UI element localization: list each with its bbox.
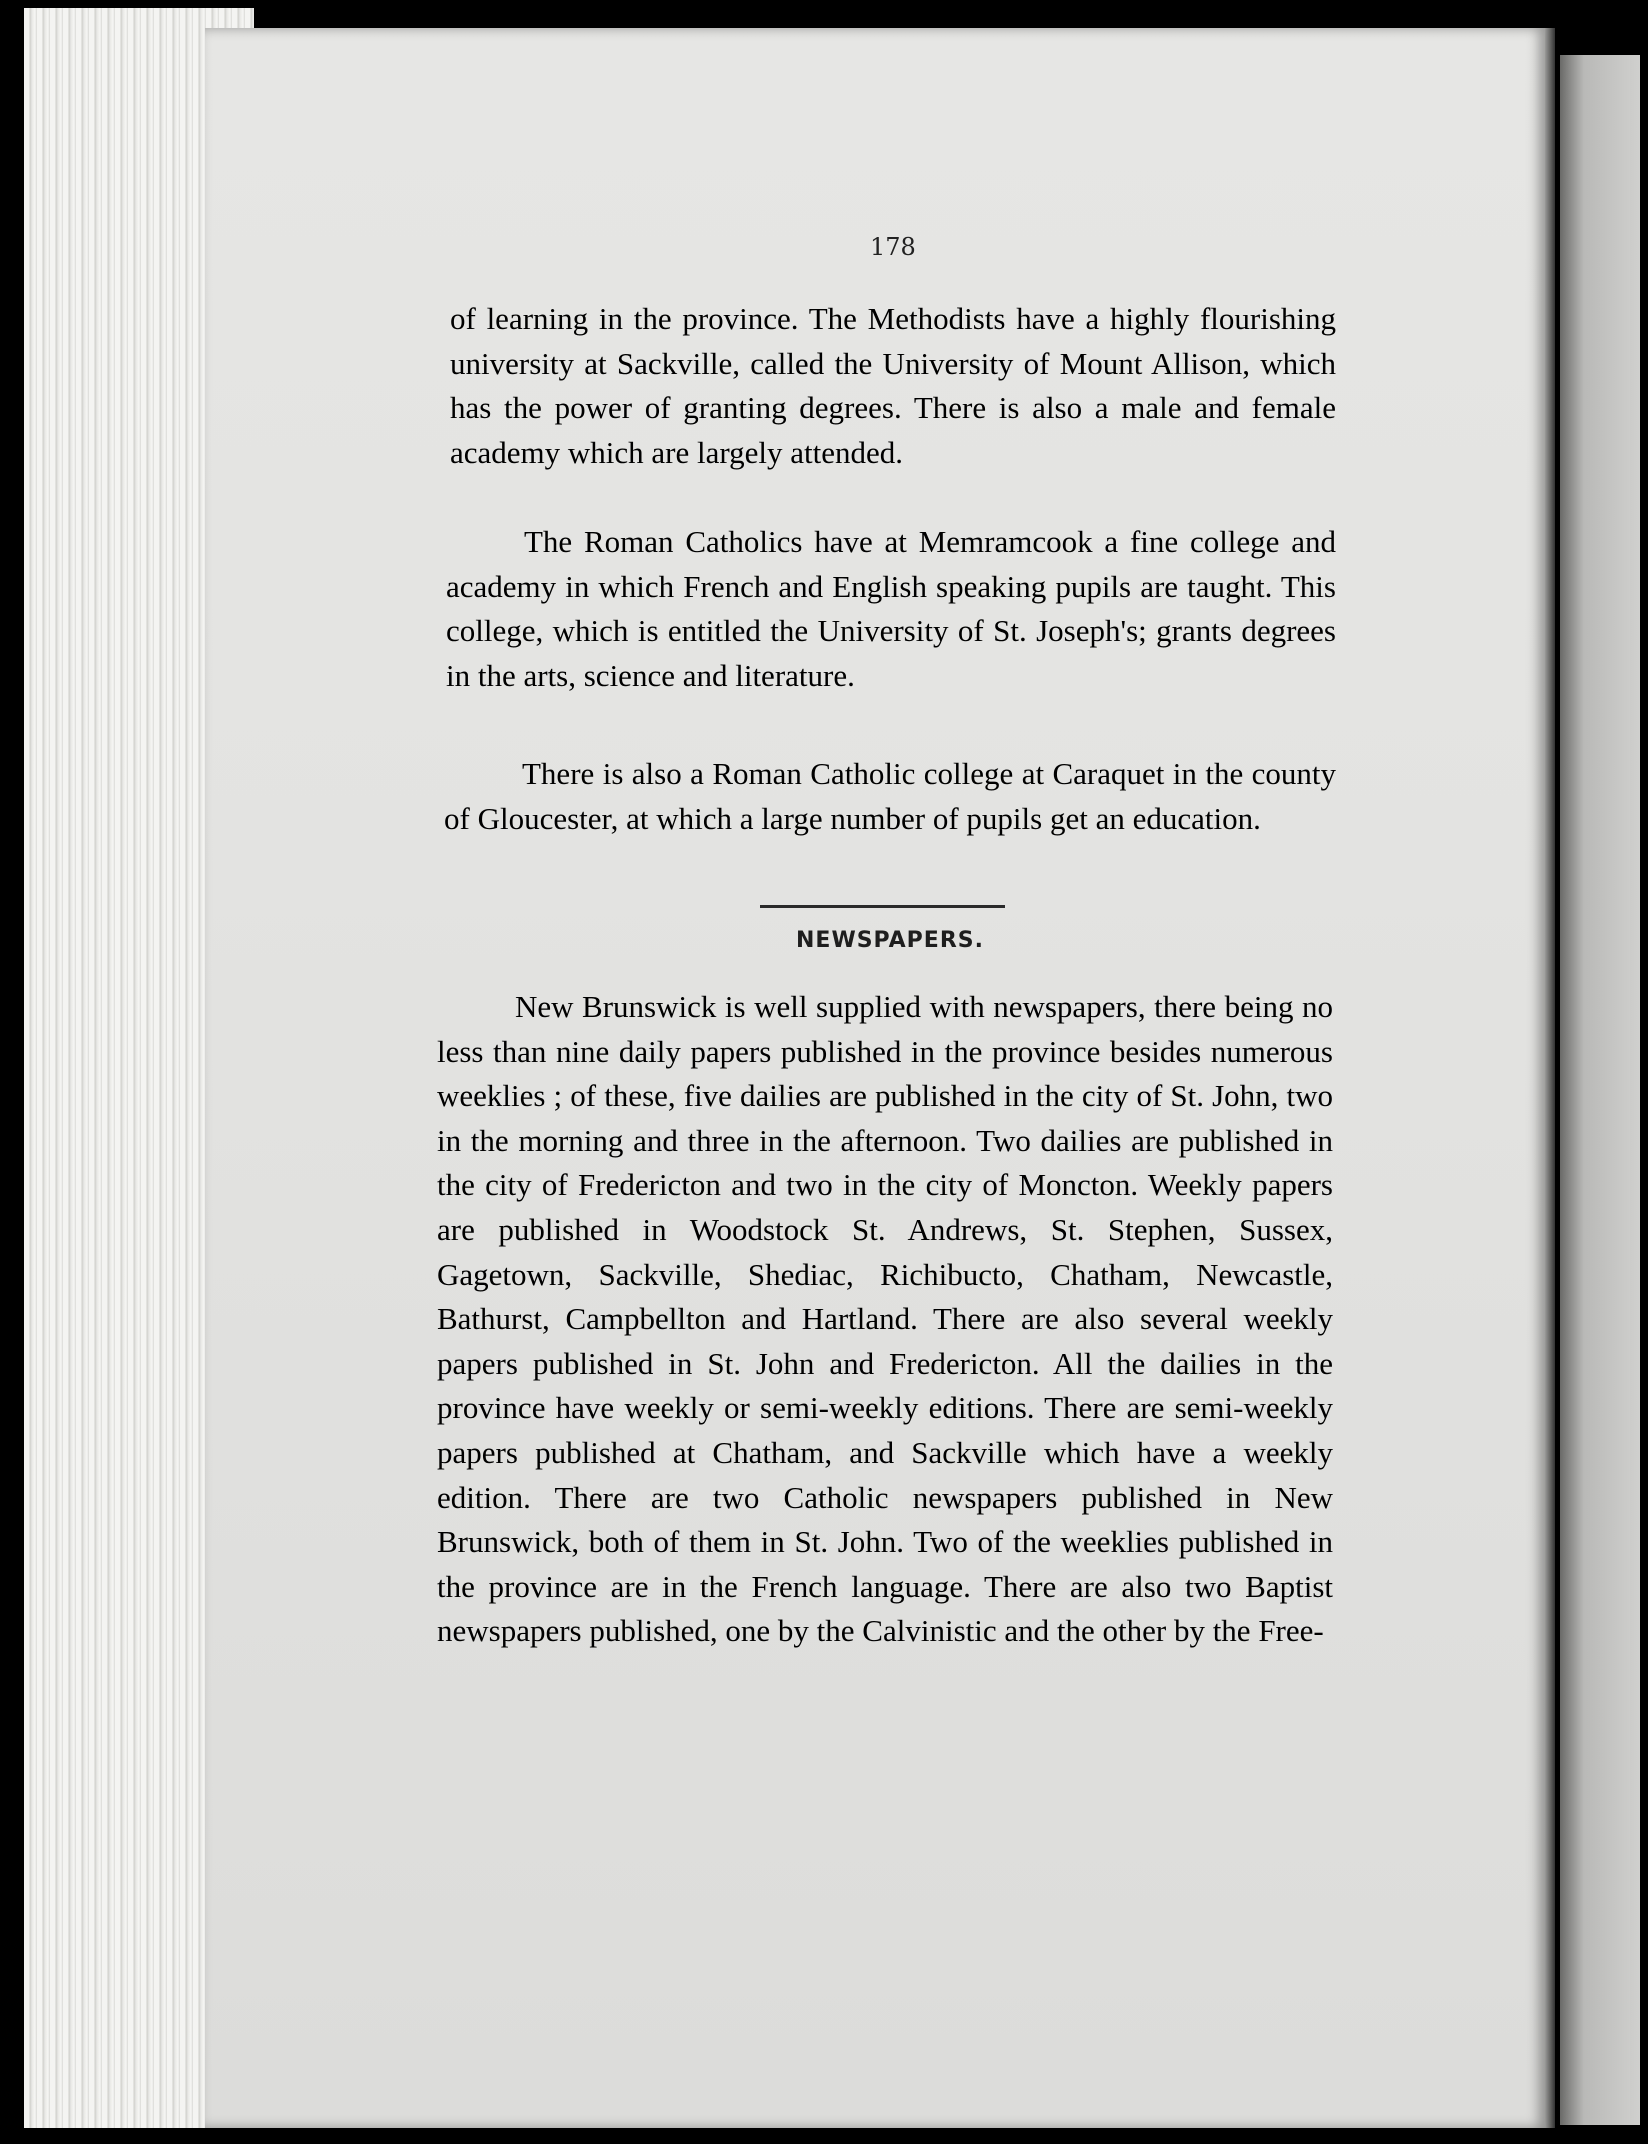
- section-heading: NEWSPAPERS.: [796, 928, 984, 953]
- page-number: 178: [870, 233, 916, 261]
- paragraph-newspapers: [437, 985, 1333, 1654]
- paragraph-text: New Brunswick is well supplied with newspapers, there being no less than nine daily papers published in the province besides numerous weeklies ; of these, five dailies are published in the city of St. John, two in the morning and three in the afternoon. Two dailies are published in the city of Fredericton and two in the city of Moncton. Weekly papers are published in Woodstock St. Andrews, St. Stephen, Sussex, Gagetown, Sackville, Shediac, Richibucto, Chatham, Newcastle, Bathurst, Campbellton and Hartland. There are also several weekly papers published in St. John and Fredericton. All the dailies in the province have weekly or semi-weekly editions. There are semi-weekly papers published at Chatham, and Sackville which have a weekly edition. There are two Catholic newspapers published in New Brunswick, both of them in St. John. Two of the weeklies published in the province are in the French language. There are also two Baptist newspapers published, one by the Calvinistic and the other by the Free-: [437, 989, 1333, 1649]
- paragraph-text: of learning in the province. The Methodists have a highly flourishing university at Sackville, called the University of Mount Allison, which has the power of granting degrees. There is also a male and female academy which are largely attended.: [450, 301, 1336, 470]
- paragraph-caraquet: [444, 752, 1336, 841]
- paragraph-text: There is also a Roman Catholic college at Caraquet in the county of Gloucester, at which a large number of pupils get an education.: [444, 756, 1336, 836]
- section-divider: [760, 905, 1005, 908]
- facing-page-edge: [1560, 55, 1640, 2125]
- paragraph-continuation: [450, 297, 1336, 475]
- gutter-shadow: [1545, 28, 1555, 2128]
- paragraph-text: The Roman Catholics have at Memramcook a fine college and academy in which French and English speaking pupils are taught. This college, which is entitled the University of St. Joseph's; grants degrees in the arts, science and literature.: [446, 524, 1336, 693]
- paragraph-memramcook: [446, 520, 1336, 698]
